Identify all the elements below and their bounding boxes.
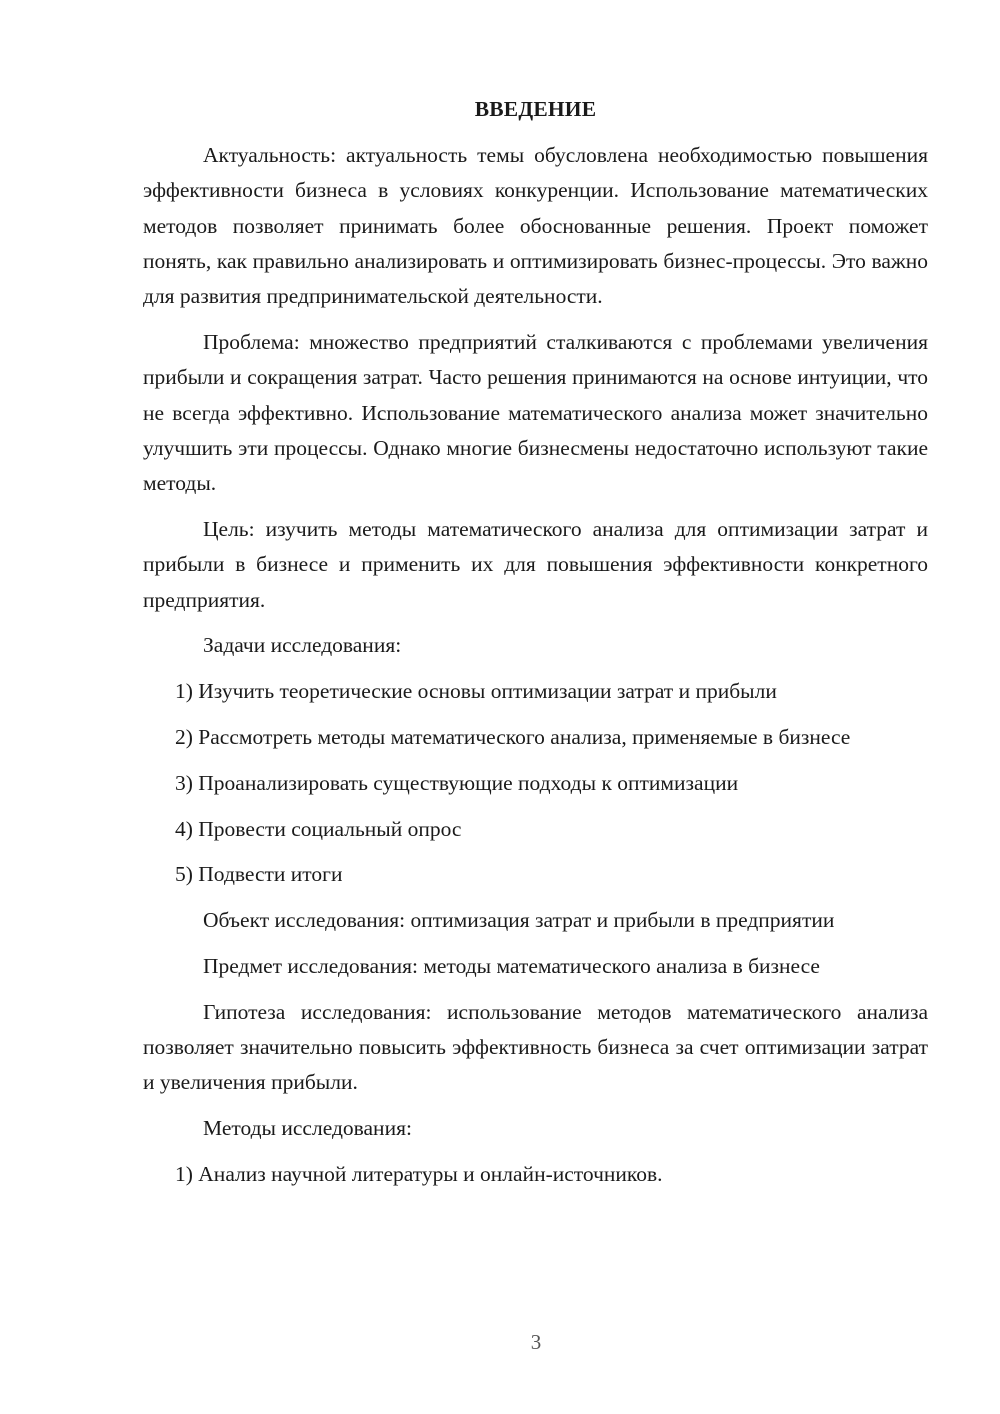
list-item: 4) Провести социальный опрос [175,816,462,841]
paragraph-goal: Цель: изучить методы математического анализа для оптимизации затрат и прибыли в бизнесе и применить их для повышения эффективности конкретного предприятия. [143,516,928,612]
page-title: ВВЕДЕНИЕ [474,97,597,121]
list-item: 5) Подвести итоги [175,862,343,887]
page-number: 3 [530,1330,542,1354]
tasks-heading: Задачи исследования: [203,633,402,658]
paragraph-subject: Предмет исследования: методы математического анализа в бизнесе [203,953,820,978]
list-item: 2) Рассмотреть методы математического анализа, применяемые в бизнесе [175,724,851,749]
list-item: 1) Изучить теоретические основы оптимизации затрат и прибыли [175,679,777,704]
methods-heading: Методы исследования: [203,1116,412,1141]
paragraph-relevance: Актуальность: актуальность темы обусловлена необходимостью повышения эффективности бизнеса в условиях конкуренции. Использование математических методов позволяет принимать более обоснованные решения. Проект поможет понять, как правильно анализировать и оптимизировать бизнес-процессы. Это важно для развития предпринимательской деятельности. [143,143,928,309]
paragraph-object: Объект исследования: оптимизация затрат и прибыли в предприятии [203,908,835,933]
document-page [143,92,928,1203]
list-item: 3) Проанализировать существующие подходы к оптимизации [175,770,739,795]
paragraph-problem: Проблема: множество предприятий сталкиваются с проблемами увеличения прибыли и сокращения затрат. Часто решения принимаются на основе интуиции, что не всегда эффективно. Использование математического анализа может значительно улучшить эти процессы. Однако многие бизнесмены недостаточно используют такие методы. [143,329,928,496]
list-item: 1) Анализ научной литературы и онлайн-источников. [175,1161,663,1186]
paragraph-hypothesis: Гипотеза исследования: использование методов математического анализа позволяет значительно повысить эффективность бизнеса за счет оптимизации затрат и увеличения прибыли. [143,999,928,1095]
